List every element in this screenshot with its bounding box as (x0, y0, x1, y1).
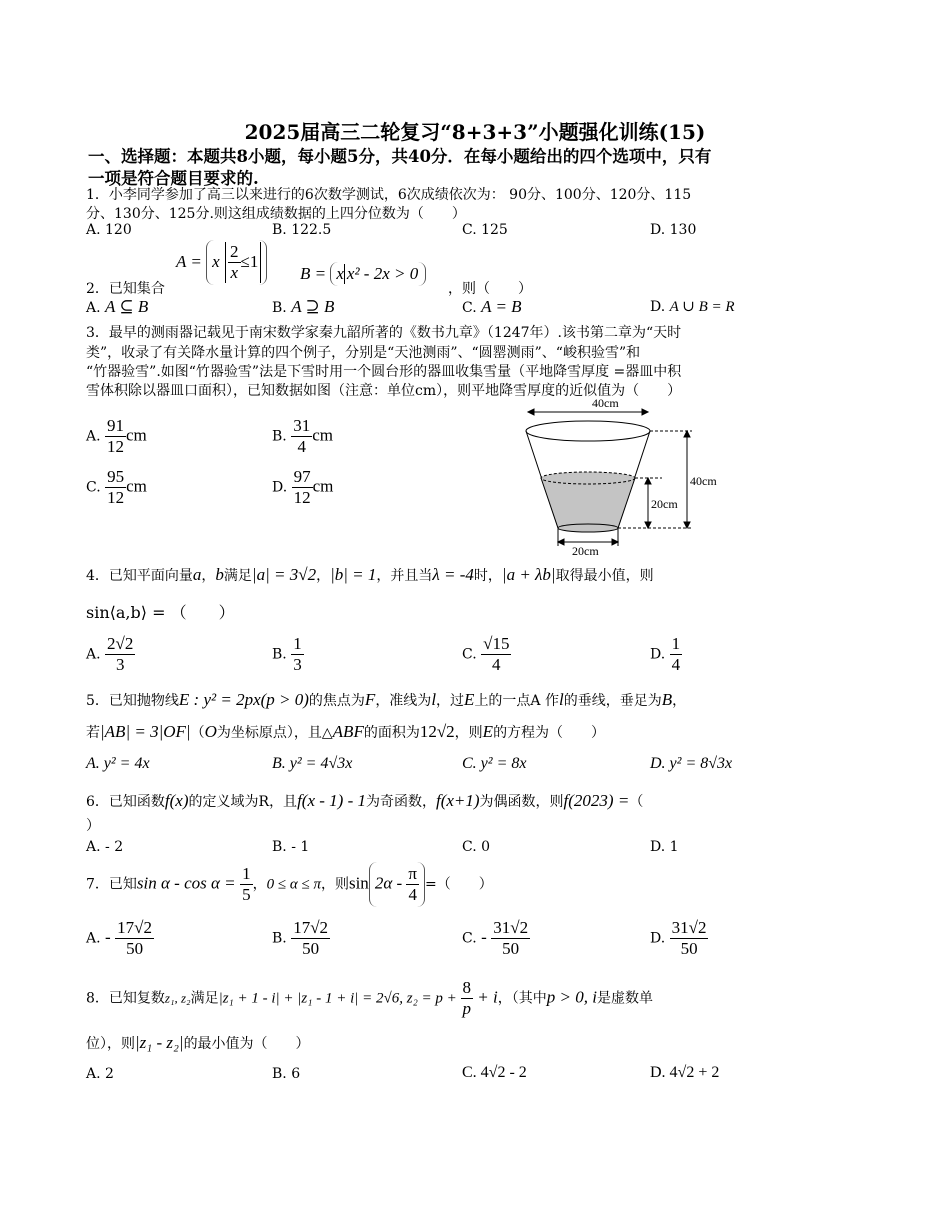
q7-range: 0 ≤ α ≤ π (266, 876, 321, 893)
q7-option-a[interactable] (86, 918, 154, 959)
q6-option-b[interactable]: B. - 1 (272, 839, 310, 855)
q4-c-num: √15 (483, 634, 510, 653)
q3-bucket-figure (520, 398, 730, 558)
q2-option-c[interactable] (462, 297, 522, 317)
q4-option-d[interactable] (650, 634, 682, 675)
q5-l1a: 5．已知抛物线 (86, 693, 179, 709)
q4-t1: 满足 (223, 568, 252, 584)
q4-option-a[interactable] (86, 634, 135, 675)
q3-text-line2: 类”，收录了有关降水量计算的四个例子，分别是“天池测雨”、“圆罂测雨”、“峻积验雪”和 (86, 345, 641, 361)
q4-option-b[interactable] (272, 634, 304, 675)
q8-option-a[interactable]: A. 2 (86, 1066, 114, 1082)
bottom-arrow-right (612, 539, 618, 545)
bottom-arrow-left (558, 539, 564, 545)
q8-b: 满足 (190, 990, 219, 1007)
q2-option-b-label: B. (272, 300, 287, 316)
top-arrow-left (528, 409, 534, 415)
q2-option-a[interactable] (86, 297, 148, 317)
q2-option-d-text: A ∪ B = R (669, 299, 735, 315)
q7-pi-num: π (408, 864, 417, 883)
q8-cond2: p > 0, i (546, 987, 597, 1007)
q7-text-line1 (86, 862, 493, 907)
q8-d: 是虚数单 (596, 990, 653, 1007)
q5-B: B (661, 690, 673, 709)
q7-c: ，则 (320, 876, 349, 893)
q5-l2b: （ (190, 725, 205, 741)
q8-cond: |z₁ + 1 - i| + |z₁ - 1 + i| = 2√6, z₂ = p + (218, 990, 461, 1007)
q3-b-unit: cm (312, 425, 333, 445)
q4-abs-b: |b| = 1 (330, 565, 377, 584)
q4-vec-b: b (215, 565, 224, 584)
q3-option-c[interactable] (86, 467, 147, 508)
q3-option-a[interactable] (86, 416, 147, 457)
q4-option-c-label: C. (462, 646, 477, 663)
q2-set-b-var: x (336, 264, 344, 283)
q1-option-c[interactable]: C. 125 (462, 222, 508, 238)
q4-option-b-label: B. (272, 646, 287, 663)
height-arrow-top (684, 431, 690, 437)
q4-b-num: 1 (293, 634, 302, 653)
q7-c-den: 50 (502, 939, 520, 958)
q6-g: f(x - 1) - 1 (297, 791, 366, 810)
q3-d-unit: cm (312, 476, 334, 496)
q7-option-c-label: C. (462, 930, 477, 947)
q5-E: E (464, 690, 475, 709)
q3-text-line4: 雪体积除以器皿口面积），已知数据如图（注意：单位cm），则平地降雪厚度的近似值为（ ） (86, 383, 682, 399)
q5-l1g: ， (672, 693, 687, 709)
top-arrow-right (642, 409, 648, 415)
q3-d-den: 12 (293, 488, 311, 507)
q5-l1b: 的焦点为 (308, 693, 365, 709)
q7-a-den: 50 (126, 939, 144, 958)
q3-option-d[interactable] (272, 467, 333, 508)
q6-option-d[interactable]: D. 1 (650, 839, 679, 855)
q2-set-b (300, 262, 426, 286)
q5-option-b[interactable]: B. y² = 4√3x (272, 755, 353, 772)
q5-l2e: ，则 (454, 725, 483, 741)
q3-d-num: 97 (293, 467, 311, 486)
q2-set-b-cond: x² - 2x > 0 (346, 264, 419, 283)
q8-frac1-den: p (462, 999, 472, 1018)
q2-set-a-lhs: A = (176, 252, 207, 271)
snow-arrow-bottom (645, 522, 651, 528)
q2-option-d[interactable] (650, 297, 735, 316)
q7-c-num: 31√2 (493, 918, 529, 937)
q8-z: z₁, z₂ (164, 990, 191, 1006)
q5-option-a[interactable]: A. y² = 4x (86, 755, 150, 772)
q3-option-a-label: A. (86, 428, 101, 445)
q5-l2a: 若 (86, 725, 100, 741)
q7-b-den: 50 (302, 939, 320, 958)
q4-lambda: λ = -4 (432, 565, 474, 584)
q4-t5: 取得最小值，则 (555, 568, 654, 584)
q4-t4: 时， (473, 568, 502, 584)
q2-le1: ≤1 (240, 252, 259, 271)
q5-abf: ABF (332, 722, 364, 741)
q6-a: 6．已知函数 (86, 794, 165, 810)
q7-d-den: 50 (680, 939, 698, 958)
q2-set-a (176, 240, 267, 285)
q1-text-line2: 分、130分、125分.则这组成绩数据的上四分位数为（ ） (86, 206, 466, 222)
q3-option-d-label: D. (272, 479, 288, 496)
q8-c: ，（其中 (497, 990, 547, 1007)
q5-E2: E (482, 722, 494, 741)
q7-option-d[interactable] (650, 918, 708, 959)
q6-option-a[interactable]: A. - 2 (86, 839, 124, 855)
q7-option-d-label: D. (650, 930, 666, 947)
q5-option-d[interactable]: D. y² = 8√3x (650, 755, 733, 772)
q7-option-b-label: B. (272, 930, 287, 947)
q2-frac-den: x (230, 263, 239, 282)
q3-a-den: 12 (107, 437, 125, 456)
q1-option-b[interactable]: B. 122.5 (272, 222, 332, 238)
section-heading-line2: 一项是符合题目要求的. (88, 169, 259, 188)
q4-a-den: 3 (115, 655, 125, 674)
q2-prefix: 2．已知集合 (86, 281, 165, 297)
q4-c-den: 4 (492, 655, 501, 674)
q3-b-num: 31 (293, 416, 311, 435)
q8-option-d[interactable]: D. 4√2 + 2 (650, 1064, 720, 1081)
q8-i: i (493, 987, 498, 1007)
q2-tail: ，则（ ） (448, 281, 532, 297)
q2-option-c-label: C. (462, 300, 477, 316)
q3-a-num: 91 (107, 416, 125, 435)
figure-label-snow: 20cm (651, 497, 678, 511)
q2-option-a-text: A ⊆ B (105, 297, 149, 316)
q5-l: l (431, 690, 437, 709)
q4-t3: ，并且当 (376, 568, 433, 584)
q3-text-line1: 3．最早的测雨器记载见于南宋数学家秦九韶所著的《数书九章》（1247年）.该书第二章为“天时 (86, 325, 682, 341)
q1-option-a[interactable]: A. 120 (86, 222, 132, 238)
q5-l2f: 的方程为（ ） (493, 725, 606, 741)
q2-option-d-label: D. (650, 299, 666, 315)
q8-option-b[interactable]: B. 6 (272, 1066, 301, 1082)
q3-a-unit: cm (126, 425, 147, 445)
q5-l1d: ，过 (436, 693, 465, 709)
q7-a-num: 17√2 (117, 918, 152, 937)
q7-expr: sin α - cos α = (136, 873, 236, 893)
q4-vec-a: a (192, 565, 202, 584)
q2-option-b[interactable] (272, 297, 334, 317)
q3-option-c-label: C. (86, 479, 101, 496)
q4-text-line2: sin⟨a,b⟩ = （ ） (86, 603, 235, 622)
q3-c-num: 95 (107, 467, 125, 486)
q7-d-num: 31√2 (671, 918, 707, 937)
q4-comma: ， (201, 568, 216, 584)
q5-text-line2 (86, 722, 605, 742)
height-arrow-bottom (684, 522, 690, 528)
snow-arrow-top (645, 478, 651, 484)
figure-label-top: 40cm (592, 398, 619, 410)
q2-option-b-text: A ⊇ B (291, 297, 335, 316)
q4-d-num: 1 (671, 634, 681, 653)
q4-option-a-label: A. (86, 646, 101, 663)
q5-l1f: 的垂线，垂足为 (563, 693, 662, 709)
q4-prefix: 4．已知平面向量 (86, 568, 193, 584)
q6-option-c[interactable]: C. 0 (462, 839, 491, 855)
q8-frac1-num: 8 (462, 978, 472, 997)
q4-a-num: 2√2 (107, 634, 134, 653)
q8-option-c[interactable]: C. 4√2 - 2 (462, 1064, 527, 1081)
q7-option-a-label: A. (86, 930, 101, 947)
q7-a-sign: - (105, 927, 111, 947)
section-heading-line1: 一、选择题：本题共8小题，每小题5分，共40分．在每小题给出的四个选项中，只有 (88, 147, 712, 166)
q8-l2b: 的最小值为（ ） (183, 1036, 310, 1052)
q8-text-line1 (86, 978, 653, 1019)
q3-c-unit: cm (126, 476, 147, 496)
q6-R: R (258, 794, 270, 810)
q4-b-den: 3 (293, 655, 302, 674)
q5-l2c: 为坐标原点），且△ (216, 725, 333, 741)
q5-l1e: 上的一点A 作 (474, 693, 559, 709)
q6-b: 的定义域为 (188, 794, 259, 810)
q5-l2d: 的面积为 (363, 725, 420, 741)
q8-plus: + (473, 987, 494, 1007)
q5-area: 12√2 (419, 722, 455, 741)
q8-text-line2 (86, 1033, 310, 1053)
q4-d-den: 4 (671, 655, 681, 674)
q5-l2: l (559, 690, 564, 709)
bucket-bottom (558, 524, 618, 532)
q6-text-line2: ） (86, 818, 100, 834)
q7-tail: =（ ） (425, 876, 493, 893)
q4-text-line1 (86, 565, 654, 585)
q7-frac-den: 5 (242, 885, 251, 904)
q5-option-c[interactable]: C. y² = 8x (462, 755, 527, 772)
q5-l1c: ，准线为 (375, 693, 432, 709)
page-title: 2025届高三二轮复习“8+3+3”小题强化训练(15) (244, 120, 706, 144)
q3-text-line3: “竹器验雪”.如图“竹器验雪”法是下雪时用一个圆台形的器皿收集雪量（平地降雪厚度 =器皿中积 (86, 364, 682, 380)
q7-c-sign: - (481, 927, 487, 947)
q6-e: 为偶函数，则 (479, 794, 564, 810)
bucket-top-rim (526, 421, 650, 441)
q7-option-c[interactable] (462, 918, 530, 959)
q6-text-line1 (86, 791, 643, 811)
q2-option-c-text: A = B (481, 297, 522, 316)
q6-d: 为奇函数， (365, 794, 436, 810)
q2-set-b-lhs: B = (300, 264, 331, 283)
q3-c-den: 12 (107, 488, 125, 507)
q3-option-b-label: B. (272, 428, 287, 445)
q7-inner: 2α - (374, 873, 407, 893)
q3-option-b[interactable] (272, 416, 333, 457)
q6-f: f(x) (164, 791, 189, 810)
q6-c: ，且 (269, 794, 298, 810)
q1-text-line1: 1．小李同学参加了高三以来进行的6次数学测试，6次成绩依次为： 90分、100分、120分、115 (86, 187, 692, 203)
q5-eq: E : y² = 2px(p > 0) (178, 690, 309, 709)
snow-surface (541, 472, 635, 484)
q4-option-d-label: D. (650, 646, 666, 663)
q4-expr: |a + λb| (501, 565, 556, 584)
q3-b-den: 4 (297, 437, 306, 456)
q7-b: ， (252, 876, 267, 893)
q1-option-d[interactable]: D. 130 (650, 222, 697, 238)
q6-h: f(x+1) (435, 791, 480, 810)
q2-set-a-var: x (212, 252, 220, 271)
figure-label-bottom: 20cm (572, 544, 599, 558)
q2-option-a-label: A. (86, 300, 101, 316)
q8-l2a: 位），则 (86, 1036, 135, 1052)
q8-a: 8．已知复数 (86, 990, 165, 1007)
q7-b-num: 17√2 (293, 918, 329, 937)
q5-O: O (204, 722, 217, 741)
q7-frac-num: 1 (242, 864, 251, 883)
q7-a: 7．已知 (86, 876, 137, 893)
q5-F: F (364, 690, 376, 709)
q6-k: f(2023) = (563, 791, 630, 810)
q7-option-b[interactable] (272, 918, 330, 959)
q6-f2: （ (629, 794, 644, 810)
figure-label-height: 40cm (690, 474, 717, 488)
q4-option-c[interactable] (462, 634, 511, 675)
q2-frac-num: 2 (230, 242, 239, 261)
q8-abs: |z₁ - z₂| (135, 1033, 184, 1052)
q5-cond: |AB| = 3|OF| (100, 722, 191, 741)
q4-t2: ， (316, 568, 331, 584)
q4-abs-a: |a| = 3√2 (251, 565, 317, 584)
q7-sin: sin (348, 873, 369, 893)
q7-pi-den: 4 (408, 885, 417, 904)
q5-text-line1 (86, 690, 686, 710)
